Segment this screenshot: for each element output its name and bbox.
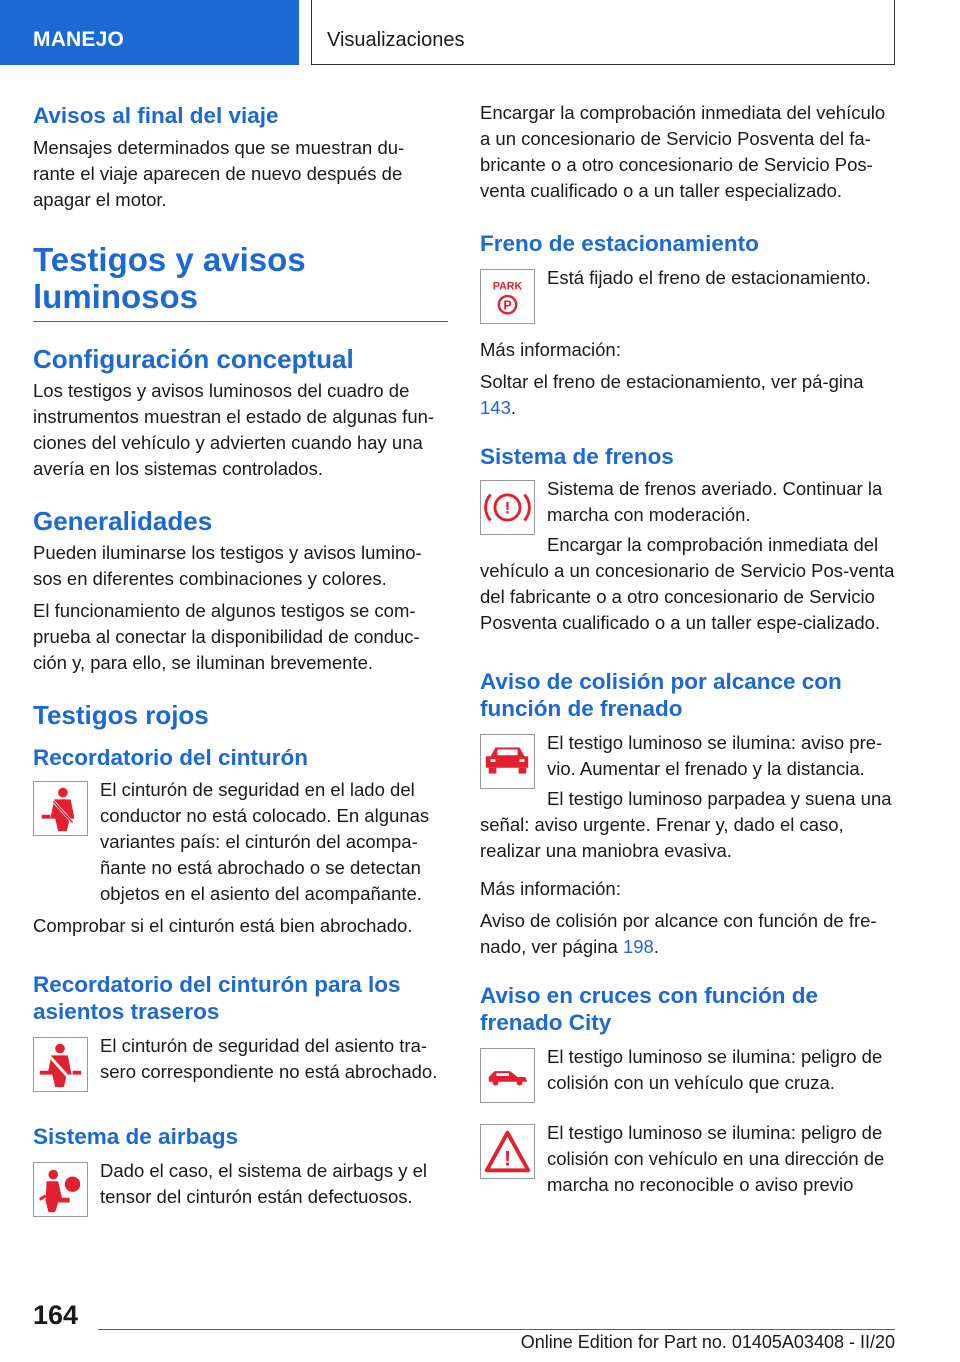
traseros-row — [33, 1033, 448, 1093]
cruces-text: El testigo luminoso se ilumina: peligro de colisión con un vehículo que cruza. — [547, 1046, 883, 1093]
colision-ref-text: Aviso de colisión por alcance con función de fre-nado, ver página — [480, 910, 877, 957]
heading-config: Configuración conceptual — [33, 344, 354, 374]
park-letter: P — [503, 298, 512, 313]
colision-ref: Aviso de colisión por alcance con función de fre-nado, ver página 198. — [480, 910, 877, 957]
airbags-text: Dado el caso, el sistema de airbags y el tensor del cinturón están defectuosos. — [100, 1160, 428, 1207]
cinturon-text-2: Comprobar si el cinturón está bien abrochado. — [33, 915, 413, 936]
page-link-198[interactable]: 198 — [622, 936, 654, 957]
colision-text-2: El testigo luminoso parpadea y suena una señal: aviso urgente. Frenar y, dado el caso, realizar una maniobra evasiva. — [480, 788, 892, 861]
left-column — [33, 102, 448, 1218]
mas-info-1: Más información: — [480, 339, 621, 360]
heading-colision: Aviso de colisión por alcance con función de frenado — [480, 669, 842, 721]
warning-symbol: ! — [503, 1147, 512, 1171]
crossing-car-icon — [480, 1048, 535, 1103]
colision-text: El testigo luminoso se ilumina: aviso pre-vio. Aumentar el frenado y la distancia. — [547, 732, 883, 779]
heading-sistema-frenos: Sistema de frenos — [480, 444, 674, 469]
footer-rule — [98, 1329, 895, 1330]
brake-warning-icon — [480, 480, 535, 535]
right-column — [480, 100, 895, 1198]
freno-row — [480, 265, 895, 325]
section-tab — [0, 0, 299, 65]
parking-brake-icon — [480, 269, 535, 324]
cruces-row-2 — [480, 1120, 895, 1198]
car-collision-icon — [480, 734, 535, 789]
avisos-text: Mensajes determinados que se muestran du- rante el viaje aparecen de nuevo después de apagar el motor. — [33, 137, 405, 210]
frenos-text: Sistema de frenos averiado. Continuar la marcha con moderación. — [547, 478, 883, 525]
chapter-title-block — [33, 241, 448, 322]
section-label: MANEJO — [33, 28, 125, 51]
heading-freno-estacionamiento: Freno de estacionamiento — [480, 231, 759, 256]
freno-text: Está fijado el freno de estacionamiento. — [547, 267, 871, 288]
colision-row — [480, 730, 895, 782]
mas-info-2: Más información: — [480, 878, 621, 899]
edition-text: Online Edition for Part no. 01405A03408 - II/20 — [520, 1332, 895, 1352]
chapter-label: Visualizaciones — [327, 29, 465, 51]
encargar-text: Encargar la comprobación inmediata del vehículo a un concesionario de Servicio Posventa del fa-bricante o a otro concesionario de Servicio Pos-venta cualificado o a un taller especializado. — [480, 102, 886, 201]
general-text-1: Pueden iluminarse los testigos y avisos lumino-sos en diferentes combinaciones y colores. — [33, 542, 422, 589]
heading-cruces: Aviso en cruces con función de frenado City — [480, 983, 818, 1035]
freno-ref-text: Soltar el freno de estacionamiento, ver pá-gina — [480, 371, 864, 392]
heading-avisos-final: Avisos al final del viaje — [33, 103, 279, 128]
brake-symbol: ! — [504, 497, 511, 518]
heading-airbags: Sistema de airbags — [33, 1124, 239, 1149]
traseros-text: El cinturón de seguridad del asiento tra-sero correspondiente no está abrochado. — [100, 1035, 438, 1082]
seatbelt-icon — [33, 781, 88, 836]
config-text: Los testigos y avisos luminosos del cuadro de instrumentos muestran el estado de algunas fun-ciones del vehículo y advierten cuando hay una avería en los sistemas controlados. — [33, 380, 435, 479]
rear-seatbelt-icon — [33, 1037, 88, 1092]
heading-testigos-rojos: Testigos rojos — [33, 700, 209, 730]
page-link-143[interactable]: 143 — [480, 397, 511, 418]
airbag-icon — [33, 1162, 88, 1217]
heading-generalidades: Generalidades — [33, 506, 213, 536]
cruces-row — [480, 1044, 895, 1104]
heading-traseros: Recordatorio del cinturón para los asientos traseros — [33, 972, 401, 1024]
chapter-header — [311, 0, 895, 65]
general-text-2: El funcionamiento de algunos testigos se com-prueba al conectar la disponibilidad de conduc-ción y, para ello, se iluminan brevemente. — [33, 600, 420, 673]
warning-triangle-icon — [480, 1124, 535, 1179]
page-number: 164 — [33, 1300, 79, 1330]
heading-cinturon: Recordatorio del cinturón — [33, 745, 309, 770]
airbags-row — [33, 1158, 448, 1218]
frenos-row — [480, 476, 895, 528]
freno-ref: Soltar el freno de estacionamiento, ver pá-gina 143. — [480, 371, 864, 418]
cruces-text-2: El testigo luminoso se ilumina: peligro de colisión con vehículo en una dirección de marcha no reconocible o aviso previo — [547, 1122, 885, 1195]
park-label: PARK — [492, 280, 523, 293]
cinturon-text: El cinturón de seguridad en el lado del conductor no está colocado. En algunas variantes país: el cinturón del acompa-ñante no está abrochado o se detectan objetos en el asiento del acompañante. — [100, 779, 430, 904]
cinturon-row — [33, 777, 448, 907]
frenos-text-2: Encargar la comprobación inmediata del vehículo a un concesionario de Servicio Pos-venta del fabricante o a otro concesionario de Servicio Posventa cualificado o a un taller espe-cializado. — [480, 534, 895, 633]
heading-testigos: Testigos y avisos luminosos — [33, 241, 306, 315]
